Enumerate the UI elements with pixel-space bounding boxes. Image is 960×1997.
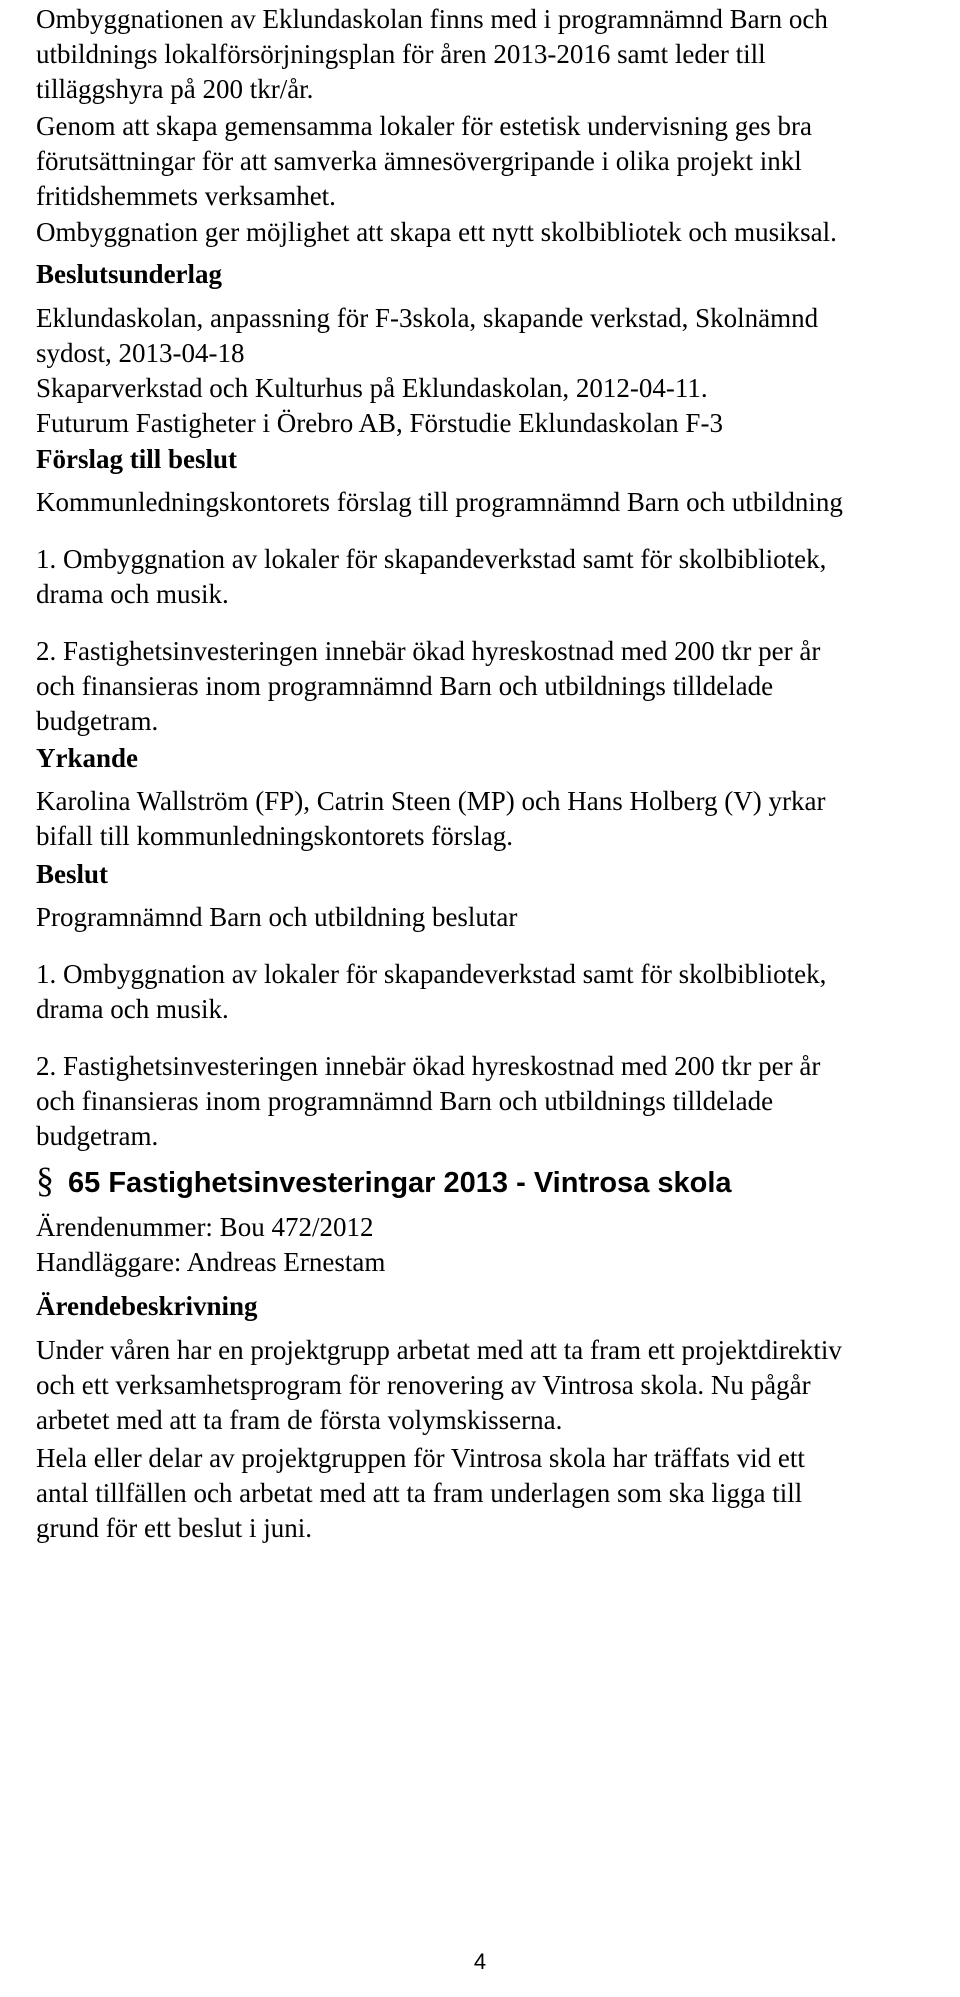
beslut-intro: Programnämnd Barn och utbildning beslutar bbox=[36, 902, 518, 932]
text-line: Ombyggnationen av Eklundaskolan finns med i programnämnd Barn och bbox=[36, 4, 828, 34]
text-line: utbildnings lokalförsörjningsplan för åren 2013-2016 samt leder till bbox=[36, 39, 766, 69]
text-line: Under våren har en projektgrupp arbetat med att ta fram ett projektdirektiv bbox=[36, 1335, 842, 1365]
text-line: Karolina Wallström (FP), Catrin Steen (MP) och Hans Holberg (V) yrkar bbox=[36, 786, 826, 816]
intro-paragraph-3 bbox=[36, 215, 954, 250]
text-line: Genom att skapa gemensamma lokaler för estetisk undervisning ges bra bbox=[36, 111, 813, 141]
forslag-item-2 bbox=[36, 634, 954, 739]
section-title: 65 Fastighetsinvesteringar 2013 - Vintrosa skola bbox=[68, 1167, 732, 1199]
intro-paragraph-1 bbox=[36, 2, 954, 107]
beslut-heading: Beslut bbox=[36, 859, 109, 889]
arendebeskrivning-heading: Ärendebeskrivning bbox=[36, 1291, 258, 1321]
text-line: budgetram. bbox=[36, 706, 159, 736]
text-line: Eklundaskolan, anpassning för F-3skola, skapande verkstad, Skolnämnd bbox=[36, 303, 819, 333]
text-line: Skaparverkstad och Kulturhus på Eklundaskolan, 2012-04-11. bbox=[36, 373, 708, 403]
text-line: 2. Fastighetsinvesteringen innebär ökad hyreskostnad med 200 tkr per år bbox=[36, 636, 821, 666]
section-symbol: § bbox=[36, 1160, 54, 1200]
forslag-intro: Kommunledningskontorets förslag till programnämnd Barn och utbildning bbox=[36, 487, 843, 517]
handlaggare: Handläggare: Andreas Ernestam bbox=[36, 1247, 386, 1277]
intro-paragraph-2 bbox=[36, 109, 954, 214]
text-line: grund för ett beslut i juni. bbox=[36, 1513, 312, 1543]
text-line: drama och musik. bbox=[36, 994, 229, 1024]
text-line: tilläggshyra på 200 tkr/år. bbox=[36, 74, 314, 104]
text-line: förutsättningar för att samverka ämnesövergripande i olika projekt inkl bbox=[36, 146, 802, 176]
yrkande-text bbox=[36, 784, 954, 854]
text-line: bifall till kommunledningskontorets förslag. bbox=[36, 821, 513, 851]
text-line: budgetram. bbox=[36, 1121, 159, 1151]
beslut-item-2 bbox=[36, 1049, 954, 1154]
text-line: och finansieras inom programnämnd Barn och utbildnings tilldelade bbox=[36, 671, 774, 701]
beslutsunderlag-heading: Beslutsunderlag bbox=[36, 259, 223, 289]
text-line: drama och musik. bbox=[36, 579, 229, 609]
arendenummer: Ärendenummer: Bou 472/2012 bbox=[36, 1212, 374, 1242]
text-line: Futurum Fastigheter i Örebro AB, Förstudie Eklundaskolan F-3 bbox=[36, 408, 723, 438]
beslutsunderlag-list bbox=[36, 301, 954, 441]
arendebeskrivning-paragraph-2 bbox=[36, 1441, 954, 1546]
text-line: Ombyggnation ger möjlighet att skapa ett nytt skolbibliotek och musiksal. bbox=[36, 217, 837, 247]
text-line: arbetet med att ta fram de första volymskisserna. bbox=[36, 1405, 563, 1435]
text-line: 1. Ombyggnation av lokaler för skapandeverkstad samt för skolbibliotek, bbox=[36, 959, 827, 989]
text-line: sydost, 2013-04-18 bbox=[36, 338, 245, 368]
text-line: Hela eller delar av projektgruppen för Vintrosa skola har träffats vid ett bbox=[36, 1443, 805, 1473]
text-line: antal tillfällen och arbetat med att ta fram underlagen som ska ligga till bbox=[36, 1478, 803, 1508]
text-line: 1. Ombyggnation av lokaler för skapandeverkstad samt för skolbibliotek, bbox=[36, 544, 827, 574]
yrkande-heading: Yrkande bbox=[36, 743, 139, 773]
text-line: och ett verksamhetsprogram för renovering av Vintrosa skola. Nu pågår bbox=[36, 1370, 811, 1400]
beslut-item-1 bbox=[36, 957, 954, 1027]
text-line: 2. Fastighetsinvesteringen innebär ökad hyreskostnad med 200 tkr per år bbox=[36, 1051, 821, 1081]
text-line: fritidshemmets verksamhet. bbox=[36, 181, 336, 211]
forslag-item-1 bbox=[36, 542, 954, 612]
arendebeskrivning-paragraph-1 bbox=[36, 1333, 954, 1438]
forslag-heading: Förslag till beslut bbox=[36, 444, 237, 474]
text-line: och finansieras inom programnämnd Barn och utbildnings tilldelade bbox=[36, 1086, 774, 1116]
section-65-meta bbox=[36, 1210, 954, 1280]
page-number: 4 bbox=[473, 1949, 487, 1974]
section-65-heading bbox=[36, 1160, 954, 1203]
